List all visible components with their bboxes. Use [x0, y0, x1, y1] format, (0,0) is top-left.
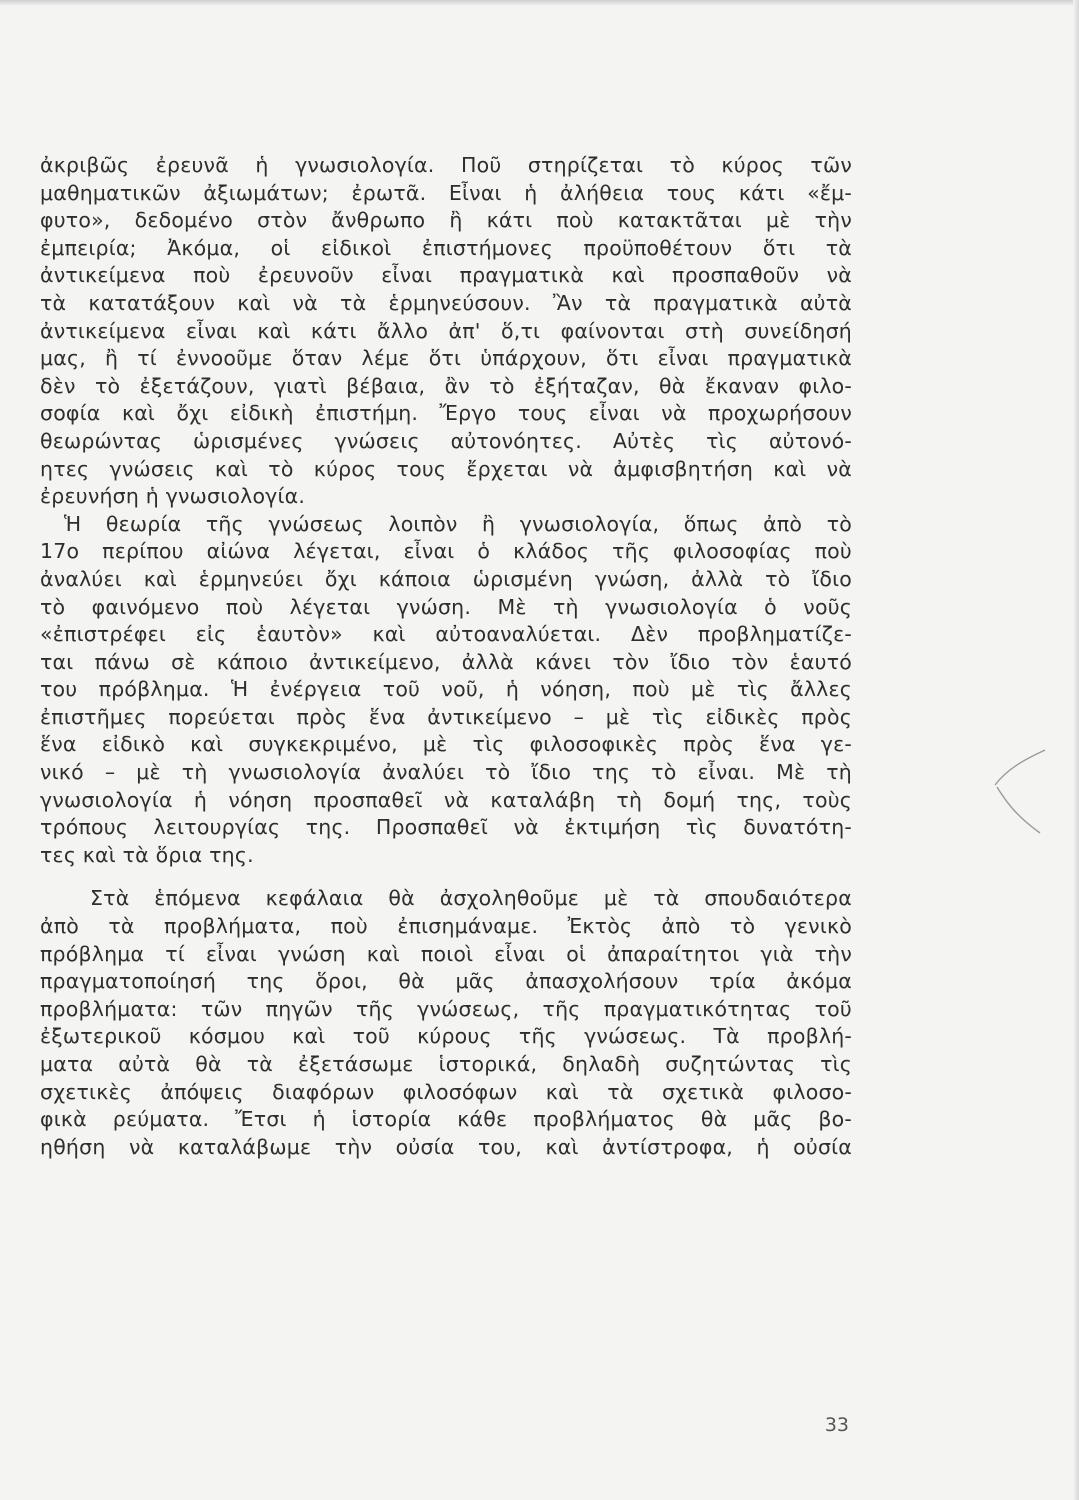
- page-number: 33: [824, 1414, 849, 1436]
- text-line: ηθήση νὰ καταλάβωμε τὴν οὐσία του, καὶ ἀντίστροφα, ἡ οὐσία: [40, 1134, 852, 1159]
- text-line: σοφία καὶ ὄχι εἰδικὴ ἐπιστήμη. Ἔργο τους εἶναι νὰ προχωρήσουν: [40, 401, 852, 426]
- text-line: ἕνα εἰδικὸ καὶ συγκεκριμένο, μὲ τὶς φιλοσοφικὲς πρὸς ἕνα γε-: [40, 732, 852, 757]
- text-line: ἐπιστῆμες πορεύεται πρὸς ἕνα ἀντικείμενο – μὲ τὶς εἰδικὲς πρὸς: [40, 704, 852, 729]
- text-line: ἐρευνήση ἡ γνωσιολογία.: [40, 484, 306, 509]
- text-line: τὰ κατατάξουν καὶ νὰ τὰ ἑρμηνεύσουν. Ἂν τὰ πραγματικὰ αὐτὰ: [40, 290, 852, 315]
- text-line: γνωσιολογία ἡ νόηση προσπαθεῖ νὰ καταλάβη τὴ δομή της, τοὺς: [40, 787, 852, 812]
- text-line: 17ο περίπου αἰώνα λέγεται, εἶναι ὁ κλάδος τῆς φιλοσοφίας ποὺ: [40, 539, 852, 564]
- text-line: φυτο», δεδομένο στὸν ἄνθρωπο ἢ κάτι ποὺ κατακτᾶται μὲ τὴν: [40, 208, 852, 233]
- text-line: μας, ἢ τί ἐννοοῦμε ὅταν λέμε ὅτι ὑπάρχουν, ὅτι εἶναι πραγματικὰ: [40, 346, 852, 371]
- text-line: φικὰ ρεύματα. Ἔτσι ἡ ἱστορία κάθε προβλήματος θὰ μᾶς βο-: [40, 1107, 852, 1132]
- text-line: Ἡ θεωρία τῆς γνώσεως λοιπὸν ἢ γνωσιολογία, ὅπως ἀπὸ τὸ: [64, 511, 852, 536]
- text-line: ητες γνώσεις καὶ τὸ κύρος τους ἔρχεται νὰ ἀμφισβητήση καὶ νὰ: [40, 456, 852, 481]
- text-line: πραγματοποίησή της ὅροι, θὰ μᾶς ἀπασχολήσουν τρία ἀκόμα: [40, 969, 852, 994]
- pencil-mark-icon: [985, 745, 1055, 835]
- text-line: ἀκριβῶς ἐρευνᾶ ἡ γνωσιολογία. Ποῦ στηρίζεται τὸ κύρος τῶν: [40, 153, 852, 177]
- text-line: πρόβλημα τί εἶναι γνώση καὶ ποιοὶ εἶναι οἱ ἀπαραίτητοι γιὰ τὴν: [40, 941, 852, 966]
- paragraph-2: [40, 511, 852, 870]
- text-line: ἐμπειρία; Ἀκόμα, οἱ εἰδικοὶ ἐπιστήμονες προϋποθέτουν ὅτι τὰ: [40, 235, 852, 260]
- page-right-edge: [1073, 0, 1079, 1500]
- text-line: σχετικὲς ἀπόψεις διαφόρων φιλοσόφων καὶ τὰ σχετικὰ φιλοσο-: [40, 1079, 852, 1104]
- paragraph-gap: [40, 869, 852, 885]
- text-line: θεωρώντας ὡρισμένες γνώσεις αὐτονόητες. Αὐτὲς τὶς αὐτονό-: [40, 428, 852, 453]
- text-line: προβλήματα: τῶν πηγῶν τῆς γνώσεως, τῆς πραγματικότητας τοῦ: [40, 996, 852, 1021]
- text-line: ματα αὐτὰ θὰ τὰ ἐξετάσωμε ἱστορικά, δηλαδὴ συζητώντας τὶς: [40, 1052, 852, 1076]
- text-line: ἀναλύει καὶ ἑρμηνεύει ὄχι κάποια ὡρισμένη γνώση, ἀλλὰ τὸ ἴδιο: [40, 566, 852, 591]
- text-line: ἀντικείμενα εἶναι καὶ κάτι ἄλλο ἀπ' ὅ,τι φαίνονται στὴ συνείδησή: [40, 318, 852, 343]
- text-line: Στὰ ἑπόμενα κεφάλαια θὰ ἀσχοληθοῦμε μὲ τὰ σπουδαιότερα: [90, 886, 852, 911]
- paragraph-1: [40, 152, 852, 511]
- text-line: δὲν τὸ ἐξετάζουν, γιατὶ βέβαια, ἂν τὸ ἐξήταζαν, θὰ ἔκαναν φιλο-: [40, 373, 852, 398]
- text-line: «ἐπιστρέφει εἰς ἑαυτὸν» καὶ αὐτοαναλύεται. Δὲν προβληματίζε-: [40, 622, 852, 647]
- text-line: του πρόβλημα. Ἡ ἐνέργεια τοῦ νοῦ, ἡ νόηση, ποὺ μὲ τὶς ἄλλες: [40, 677, 852, 702]
- paragraph-3: [40, 885, 852, 1161]
- text-line: ἀντικείμενα ποὺ ἐρευνοῦν εἶναι πραγματικὰ καὶ προσπαθοῦν νὰ: [40, 263, 852, 288]
- body-text: [40, 152, 852, 1161]
- text-line: ται πάνω σὲ κάποιο ἀντικείμενο, ἀλλὰ κάνει τὸν ἴδιο τὸν ἑαυτό: [40, 649, 852, 674]
- text-line: μαθηματικῶν ἀξιωμάτων; ἐρωτᾶ. Εἶναι ἡ ἀλήθεια τους κάτι «ἔμ-: [40, 180, 852, 205]
- text-line: τὸ φαινόμενο ποὺ λέγεται γνώση. Μὲ τὴ γνωσιολογία ὁ νοῦς: [40, 594, 852, 619]
- text-line: νικό – μὲ τὴ γνωσιολογία ἀναλύει τὸ ἴδιο της τὸ εἶναι. Μὲ τὴ: [40, 760, 852, 785]
- text-line: τες καὶ τὰ ὅρια της.: [40, 842, 254, 867]
- text-line: ἐξωτερικοῦ κόσμου καὶ τοῦ κύρους τῆς γνώσεως. Τὰ προβλή-: [40, 1024, 852, 1049]
- text-line: τρόπους λειτουργίας της. Προσπαθεῖ νὰ ἐκτιμήση τὶς δυνατότη-: [40, 815, 852, 840]
- page-top-edge: [0, 0, 1079, 6]
- text-line: ἀπὸ τὰ προβλήματα, ποὺ ἐπισημάναμε. Ἐκτὸς ἀπὸ τὸ γενικὸ: [40, 914, 852, 939]
